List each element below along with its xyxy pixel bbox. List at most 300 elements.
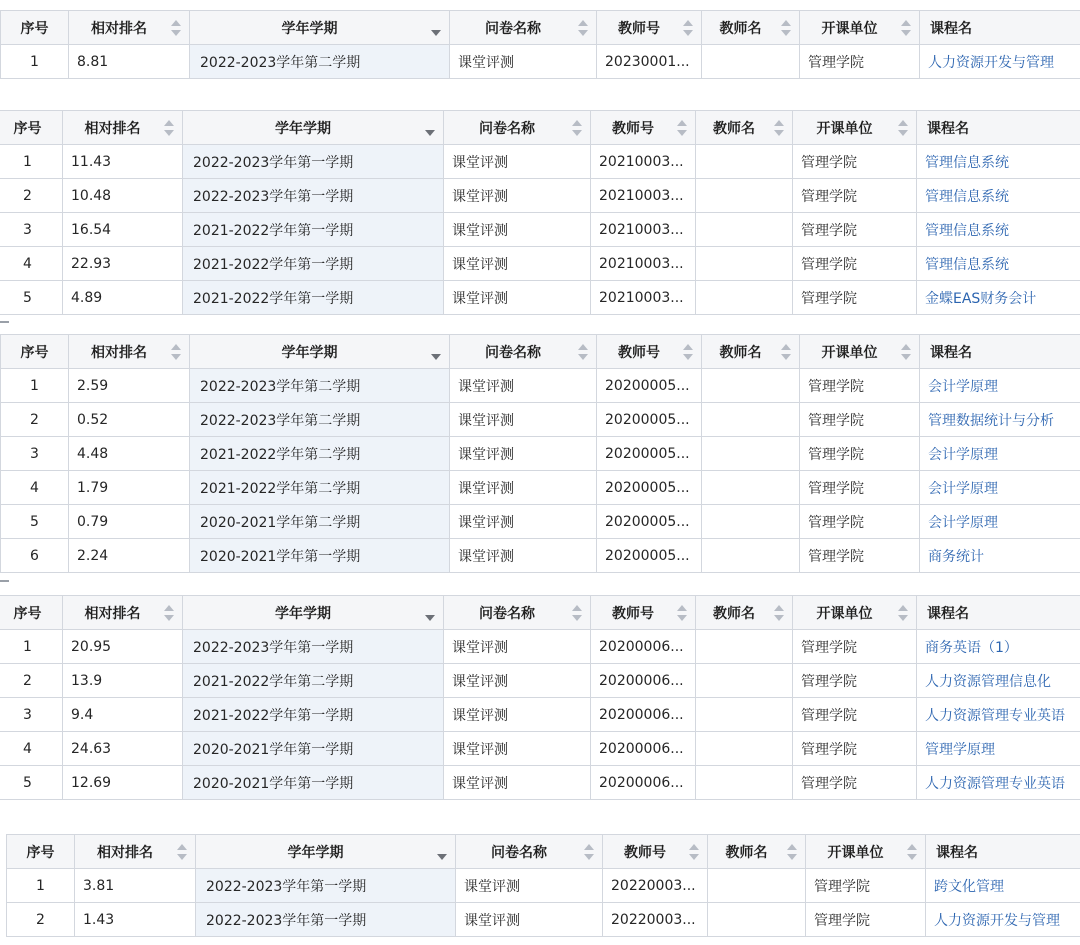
cell-offering-unit: 管理学院 [806,903,926,937]
sort-descending-icon[interactable] [898,130,908,136]
cell-course-name[interactable] [917,698,1080,732]
sort-icon[interactable] [572,119,583,137]
cell-survey-name: 课堂评测 [444,145,591,179]
cell-teacher-number: 20200006... [591,664,696,698]
sort-descending-icon[interactable] [901,354,911,360]
sort-ascending-icon[interactable] [907,844,917,850]
sort-descending-icon[interactable] [907,854,917,860]
sort-ascending-icon[interactable] [171,344,181,350]
cell-offering-unit: 管理学院 [800,45,920,79]
sort-descending-icon[interactable] [774,615,784,621]
cell-offering-unit: 管理学院 [793,630,917,664]
column-header-label: 教师号 [618,344,660,361]
filter-dropdown-icon[interactable] [431,30,441,36]
cell-academic-term: 2022-2023学年第二学期 [190,45,450,79]
column-header-label: 相对排名 [91,344,147,361]
sort-icon[interactable] [164,604,175,622]
column-header-teacher-number[interactable] [603,835,708,869]
sort-ascending-icon[interactable] [781,20,791,26]
column-header-teacher-name[interactable] [708,835,806,869]
cell-relative-rank: 10.48 [63,179,183,213]
column-header-teacher-name[interactable] [696,111,793,145]
column-header-label: 序号 [20,344,49,361]
cell-course-name[interactable] [920,505,1080,539]
cell-index: 3 [0,698,63,732]
sort-ascending-icon[interactable] [774,120,784,126]
column-header-label: 问卷名称 [485,344,541,361]
column-header-survey-name[interactable] [456,835,603,869]
table-row[interactable] [1,505,1080,539]
cell-course-name[interactable] [920,437,1080,471]
cell-academic-term: 2022-2023学年第一学期 [183,179,444,213]
cell-academic-term: 2022-2023学年第一学期 [196,869,456,903]
column-header-teacher-name[interactable] [702,11,800,45]
sort-descending-icon[interactable] [572,615,582,621]
column-header-label: 相对排名 [84,120,141,137]
sort-descending-icon[interactable] [774,130,784,136]
sort-descending-icon[interactable] [572,130,582,136]
column-header-academic-term[interactable] [190,335,450,369]
cell-index: 1 [1,45,69,79]
cell-offering-unit: 管理学院 [793,698,917,732]
sort-descending-icon[interactable] [578,30,588,36]
course-link[interactable]: 管理数据统计与分析 [928,412,1054,429]
column-header-label: 教师名 [713,605,755,622]
cell-offering-unit: 管理学院 [800,539,920,573]
column-header-survey-name[interactable] [450,11,597,45]
table-row[interactable] [0,179,1080,213]
column-header-offering-unit[interactable] [806,835,926,869]
cell-survey-name: 课堂评测 [456,903,603,937]
column-header-index[interactable] [1,335,69,369]
column-header-index[interactable] [0,111,63,145]
cell-index: 2 [0,179,63,213]
sort-descending-icon[interactable] [164,130,174,136]
sort-ascending-icon[interactable] [677,605,687,611]
cell-teacher-name [696,766,793,800]
cell-offering-unit: 管理学院 [800,437,920,471]
table-row[interactable] [1,369,1080,403]
sort-icon[interactable] [898,119,909,137]
course-link[interactable]: 人力资源开发与管理 [928,54,1054,71]
column-header-course-name[interactable] [926,835,1080,869]
course-link[interactable]: 管理信息系统 [925,222,1009,239]
cell-teacher-name [696,213,793,247]
sort-descending-icon[interactable] [901,30,911,36]
sort-ascending-icon[interactable] [774,605,784,611]
sort-ascending-icon[interactable] [572,120,582,126]
cell-relative-rank: 2.59 [69,369,190,403]
column-header-offering-unit[interactable] [800,335,920,369]
cell-course-name[interactable] [926,903,1080,937]
table-row[interactable] [7,903,1080,937]
table-header-row [1,335,1080,369]
column-header-index[interactable] [7,835,75,869]
cell-offering-unit: 管理学院 [793,213,917,247]
cell-course-name[interactable] [917,630,1080,664]
column-header-offering-unit[interactable] [800,11,920,45]
sort-ascending-icon[interactable] [572,605,582,611]
column-header-label: 开课单位 [827,844,884,861]
column-header-relative-rank[interactable] [75,835,196,869]
sort-icon[interactable] [689,843,700,861]
filter-dropdown-icon[interactable] [431,354,441,360]
filter-dropdown-icon[interactable] [437,854,447,860]
cell-index: 6 [1,539,69,573]
column-header-relative-rank[interactable] [69,11,190,45]
column-header-teacher-name[interactable] [696,596,793,630]
column-header-relative-rank[interactable] [63,111,183,145]
sort-ascending-icon[interactable] [164,605,174,611]
cell-course-name[interactable] [920,471,1080,505]
column-header-course-name[interactable] [920,11,1080,45]
cell-academic-term: 2020-2021学年第一学期 [183,766,444,800]
cell-teacher-number: 20210003... [591,281,696,315]
column-header-label: 相对排名 [84,605,141,622]
sort-ascending-icon[interactable] [898,605,908,611]
section-divider [0,580,9,582]
column-header-label: 学年学期 [275,120,331,137]
table-row[interactable] [0,281,1080,315]
sort-descending-icon[interactable] [787,854,797,860]
sort-ascending-icon[interactable] [787,844,797,850]
column-header-label: 开课单位 [816,120,873,137]
cell-offering-unit: 管理学院 [800,369,920,403]
cell-survey-name: 课堂评测 [450,437,597,471]
course-link[interactable]: 管理信息系统 [925,256,1009,273]
table-header-row [0,111,1080,145]
cell-survey-name: 课堂评测 [444,732,591,766]
cell-survey-name: 课堂评测 [450,539,597,573]
sort-icon[interactable] [677,119,688,137]
column-header-label: 课程名 [930,344,972,361]
table-row[interactable] [0,213,1080,247]
sort-descending-icon[interactable] [177,854,187,860]
cell-teacher-number: 20220003... [603,869,708,903]
cell-relative-rank: 8.81 [69,45,190,79]
column-header-teacher-number[interactable] [597,335,702,369]
column-header-label: 教师名 [713,120,755,137]
cell-teacher-name [696,281,793,315]
cell-survey-name: 课堂评测 [444,766,591,800]
cell-course-name[interactable] [920,369,1080,403]
evaluation-table [0,595,1080,800]
sort-icon[interactable] [578,19,589,37]
sort-descending-icon[interactable] [683,354,693,360]
cell-course-name[interactable] [920,45,1080,79]
cell-teacher-number: 20200005... [597,471,702,505]
sort-icon[interactable] [164,119,175,137]
table-row[interactable] [1,45,1080,79]
cell-teacher-number: 20210003... [591,247,696,281]
cell-course-name[interactable] [917,145,1080,179]
sort-ascending-icon[interactable] [689,844,699,850]
cell-course-name[interactable] [920,539,1080,573]
cell-relative-rank: 9.4 [63,698,183,732]
cell-teacher-number: 20200005... [597,505,702,539]
sort-icon[interactable] [683,343,694,361]
column-header-label: 序号 [13,120,42,137]
cell-offering-unit: 管理学院 [793,766,917,800]
cell-course-name[interactable] [917,732,1080,766]
filter-dropdown-icon[interactable] [425,130,435,136]
sort-icon[interactable] [572,604,583,622]
cell-academic-term: 2020-2021学年第二学期 [190,505,450,539]
cell-survey-name: 课堂评测 [456,869,603,903]
sort-icon[interactable] [781,19,792,37]
column-header-label: 教师号 [612,120,654,137]
column-header-teacher-number[interactable] [597,11,702,45]
sort-ascending-icon[interactable] [683,344,693,350]
column-header-label: 学年学期 [275,605,331,622]
cell-teacher-number: 20200006... [591,630,696,664]
cell-teacher-number: 20200005... [597,403,702,437]
sort-icon[interactable] [907,843,918,861]
table-row[interactable] [0,664,1080,698]
column-header-course-name[interactable] [920,335,1080,369]
cell-teacher-name [696,145,793,179]
cell-teacher-name [696,630,793,664]
cell-academic-term: 2021-2022学年第二学期 [190,471,450,505]
sort-icon[interactable] [774,119,785,137]
cell-index: 2 [0,664,63,698]
column-header-teacher-name[interactable] [702,335,800,369]
cell-index: 5 [1,505,69,539]
sort-descending-icon[interactable] [677,130,687,136]
column-header-academic-term[interactable] [196,835,456,869]
sort-ascending-icon[interactable] [171,20,181,26]
table-header-row [1,11,1080,45]
column-header-course-name[interactable] [917,596,1080,630]
table-header-row [0,596,1080,630]
cell-index: 1 [7,869,75,903]
table-row[interactable] [1,471,1080,505]
cell-teacher-name [696,698,793,732]
cell-course-name[interactable] [917,179,1080,213]
course-link[interactable]: 会计学原理 [928,446,998,463]
cell-teacher-number: 20200006... [591,732,696,766]
column-header-label: 问卷名称 [485,20,541,37]
sort-icon[interactable] [683,19,694,37]
sort-ascending-icon[interactable] [781,344,791,350]
cell-relative-rank: 2.24 [69,539,190,573]
course-link[interactable]: 会计学原理 [928,480,998,497]
sort-ascending-icon[interactable] [898,120,908,126]
cell-course-name[interactable] [917,281,1080,315]
sort-ascending-icon[interactable] [578,20,588,26]
cell-course-name[interactable] [917,213,1080,247]
column-header-course-name[interactable] [917,111,1080,145]
cell-offering-unit: 管理学院 [793,664,917,698]
cell-offering-unit: 管理学院 [793,732,917,766]
table-row[interactable] [7,869,1080,903]
sort-descending-icon[interactable] [781,354,791,360]
column-header-label: 课程名 [936,844,978,861]
cell-relative-rank: 20.95 [63,630,183,664]
course-link[interactable]: 管理信息系统 [925,188,1009,205]
column-header-survey-name[interactable] [444,596,591,630]
sort-ascending-icon[interactable] [677,120,687,126]
sort-ascending-icon[interactable] [177,844,187,850]
cell-offering-unit: 管理学院 [806,869,926,903]
sort-icon[interactable] [171,343,182,361]
cell-offering-unit: 管理学院 [800,505,920,539]
cell-relative-rank: 3.81 [75,869,196,903]
course-link[interactable]: 人力资源开发与管理 [934,912,1060,929]
cell-course-name[interactable] [917,766,1080,800]
column-header-academic-term[interactable] [190,11,450,45]
sort-descending-icon[interactable] [164,615,174,621]
cell-teacher-name [702,45,800,79]
column-header-label: 开课单位 [821,20,878,37]
sort-icon[interactable] [171,19,182,37]
evaluation-table [0,10,1080,79]
cell-teacher-name [702,539,800,573]
cell-index: 5 [0,766,63,800]
column-header-label: 开课单位 [821,344,878,361]
sort-icon[interactable] [774,604,785,622]
sort-ascending-icon[interactable] [578,344,588,350]
cell-survey-name: 课堂评测 [444,247,591,281]
cell-course-name[interactable] [920,403,1080,437]
sort-descending-icon[interactable] [677,615,687,621]
cell-relative-rank: 4.89 [63,281,183,315]
course-link[interactable]: 商务英语（1） [925,639,1018,656]
cell-relative-rank: 13.9 [63,664,183,698]
table-row[interactable] [0,698,1080,732]
course-link[interactable]: 管理学原理 [925,741,995,758]
course-link[interactable]: 管理信息系统 [925,154,1009,171]
column-header-academic-term[interactable] [183,596,444,630]
table-row[interactable] [0,247,1080,281]
sort-icon[interactable] [578,343,589,361]
course-link[interactable]: 人力资源管理专业英语 [925,775,1065,792]
table-row[interactable] [1,437,1080,471]
cell-index: 3 [0,213,63,247]
sort-icon[interactable] [898,604,909,622]
cell-offering-unit: 管理学院 [793,179,917,213]
column-header-label: 教师号 [624,844,666,861]
sort-descending-icon[interactable] [781,30,791,36]
cell-index: 1 [0,630,63,664]
cell-survey-name: 课堂评测 [444,213,591,247]
course-link[interactable]: 会计学原理 [928,378,998,395]
course-link[interactable]: 人力资源管理专业英语 [925,707,1065,724]
sort-icon[interactable] [781,343,792,361]
cell-relative-rank: 24.63 [63,732,183,766]
column-header-offering-unit[interactable] [793,596,917,630]
table-row[interactable] [0,145,1080,179]
cell-survey-name: 课堂评测 [450,369,597,403]
evaluation-table [0,110,1080,315]
sort-descending-icon[interactable] [689,854,699,860]
course-link[interactable]: 商务统计 [928,548,984,565]
column-header-label: 问卷名称 [479,120,535,137]
cell-index: 2 [1,403,69,437]
cell-teacher-name [696,247,793,281]
table-row[interactable] [1,403,1080,437]
cell-survey-name: 课堂评测 [444,664,591,698]
sort-ascending-icon[interactable] [164,120,174,126]
cell-academic-term: 2022-2023学年第二学期 [190,369,450,403]
table-row[interactable] [1,539,1080,573]
sort-descending-icon[interactable] [898,615,908,621]
column-header-offering-unit[interactable] [793,111,917,145]
column-header-relative-rank[interactable] [63,596,183,630]
sort-descending-icon[interactable] [171,354,181,360]
sort-icon[interactable] [901,19,912,37]
cell-teacher-name [702,471,800,505]
column-header-academic-term[interactable] [183,111,444,145]
column-header-survey-name[interactable] [444,111,591,145]
table-row[interactable] [0,732,1080,766]
column-header-label: 教师号 [612,605,654,622]
cell-relative-rank: 0.52 [69,403,190,437]
column-header-survey-name[interactable] [450,335,597,369]
table-row[interactable] [0,630,1080,664]
cell-index: 1 [0,145,63,179]
sort-descending-icon[interactable] [584,854,594,860]
column-header-index[interactable] [1,11,69,45]
cell-course-name[interactable] [926,869,1080,903]
cell-academic-term: 2021-2022学年第一学期 [183,213,444,247]
column-header-label: 序号 [26,844,55,861]
sort-ascending-icon[interactable] [901,20,911,26]
cell-teacher-number: 20200005... [597,539,702,573]
course-link[interactable]: 金蝶EAS财务会计 [925,290,1037,307]
sort-descending-icon[interactable] [171,30,181,36]
column-header-label: 学年学期 [281,344,338,361]
cell-course-name[interactable] [917,247,1080,281]
column-header-label: 相对排名 [97,844,153,861]
course-link[interactable]: 会计学原理 [928,514,998,531]
cell-teacher-name [702,369,800,403]
section-divider [0,321,9,323]
course-link[interactable]: 人力资源管理信息化 [925,673,1051,690]
sort-ascending-icon[interactable] [584,844,594,850]
course-link[interactable]: 跨文化管理 [934,878,1004,895]
sort-icon[interactable] [584,843,595,861]
evaluation-table [0,334,1080,573]
sort-icon[interactable] [677,604,688,622]
cell-course-name[interactable] [917,664,1080,698]
cell-teacher-number: 20210003... [591,179,696,213]
table-row[interactable] [0,766,1080,800]
cell-relative-rank: 11.43 [63,145,183,179]
sort-descending-icon[interactable] [578,354,588,360]
cell-relative-rank: 22.93 [63,247,183,281]
sort-ascending-icon[interactable] [683,20,693,26]
column-header-teacher-number[interactable] [591,111,696,145]
sort-descending-icon[interactable] [683,30,693,36]
cell-academic-term: 2022-2023学年第一学期 [183,145,444,179]
filter-dropdown-icon[interactable] [425,615,435,621]
cell-teacher-name [702,403,800,437]
sort-icon[interactable] [901,343,912,361]
evaluation-table [6,834,1080,937]
column-header-relative-rank[interactable] [69,335,190,369]
cell-teacher-number: 20220003... [603,903,708,937]
sort-ascending-icon[interactable] [901,344,911,350]
sort-icon[interactable] [177,843,188,861]
cell-relative-rank: 1.43 [75,903,196,937]
cell-academic-term: 2022-2023学年第一学期 [183,630,444,664]
column-header-index[interactable] [0,596,63,630]
cell-survey-name: 课堂评测 [444,698,591,732]
column-header-teacher-number[interactable] [591,596,696,630]
cell-relative-rank: 16.54 [63,213,183,247]
sort-icon[interactable] [787,843,798,861]
